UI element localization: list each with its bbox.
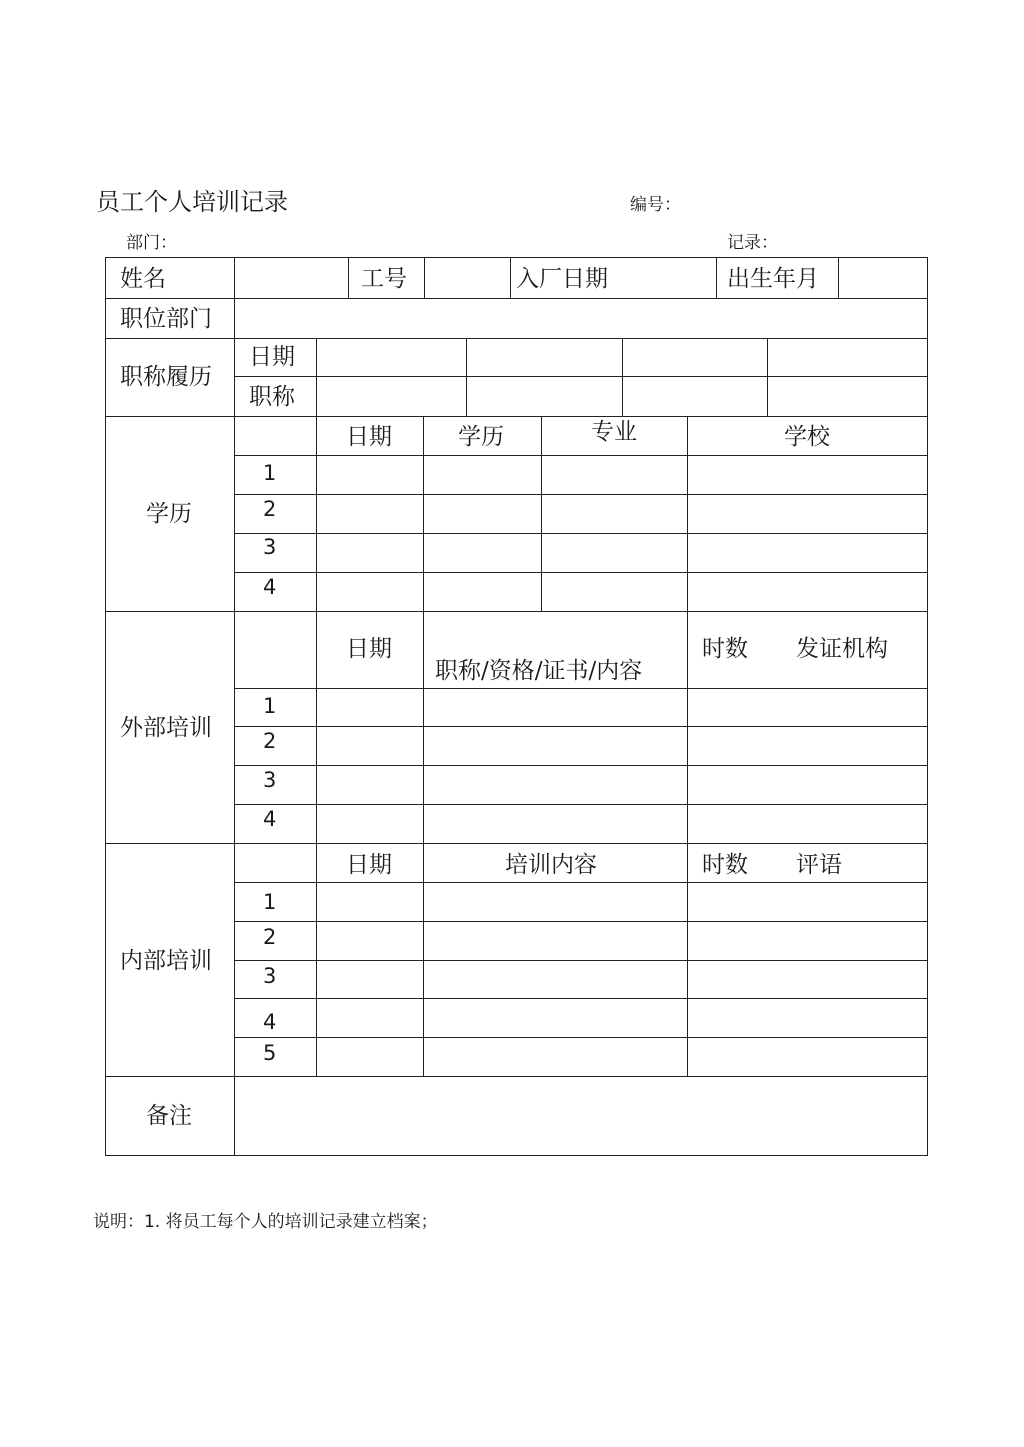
internal-row-number: 1 [263,890,277,914]
title-history-date-label: 日期 [249,344,295,370]
employee-number-label: 工号 [361,266,407,292]
remarks-label: 备注 [146,1103,192,1129]
external-row-number: 4 [263,807,277,831]
education-row-number: 2 [263,497,277,521]
name-label: 姓名 [120,266,166,292]
birth-date-label: 出生年月 [727,266,819,292]
external-row-number: 2 [263,729,277,753]
external-header-hours: 时数 [702,636,748,662]
internal-header-date: 日期 [346,852,392,878]
join-date-label: 入厂日期 [516,266,608,292]
external-header-content: 职称/资格/证书/内容 [435,658,643,684]
external-header-date: 日期 [346,636,392,662]
form-title: 员工个人培训记录 [96,188,288,216]
external-row-number: 3 [263,768,277,792]
internal-row-number: 2 [263,925,277,949]
internal-row-number: 3 [263,964,277,988]
internal-training-section-label: 内部培训 [120,948,212,974]
internal-header-comment: 评语 [796,852,842,878]
internal-row-number: 4 [263,1010,277,1034]
serial-number-label: 编号： [630,195,681,215]
education-row-number: 4 [263,575,277,599]
education-header-degree: 学历 [458,424,504,450]
education-section-label: 学历 [146,501,192,527]
internal-header-hours: 时数 [702,852,748,878]
department-label: 部门： [126,233,177,253]
internal-row-number: 5 [263,1041,277,1065]
external-training-section-label: 外部培训 [120,715,212,741]
title-history-label: 职称履历 [120,364,212,390]
education-header-major: 专业 [591,419,637,445]
external-header-issuer: 发证机构 [796,636,888,662]
external-row-number: 1 [263,694,277,718]
education-header-school: 学校 [784,424,830,450]
education-header-date: 日期 [346,424,392,450]
title-history-title-label: 职称 [249,384,295,410]
recorder-label: 记录： [727,233,778,253]
education-row-number: 1 [263,461,277,485]
position-department-label: 职位部门 [120,306,212,332]
internal-header-content: 培训内容 [505,852,597,878]
footer-note: 说明：1. 将员工每个人的培训记录建立档案； [93,1212,438,1232]
education-row-number: 3 [263,535,277,559]
